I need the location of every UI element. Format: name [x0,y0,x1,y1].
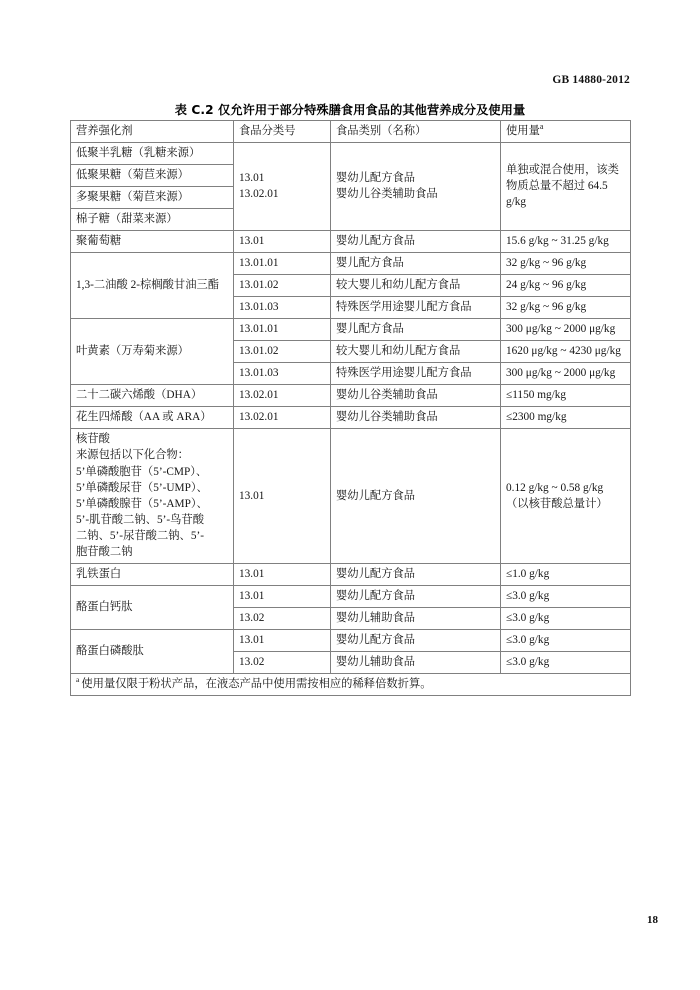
footnote-marker: a [76,675,80,685]
food-category-cell: 较大婴儿和幼儿配方食品 [331,275,501,297]
food-category-cell: 婴幼儿配方食品 [331,585,501,607]
nutrient-cell: 二十二碳六烯酸（DHA） [71,385,234,407]
usage-amount-cell: ≤3.0 g/kg [501,629,631,651]
nutrient-cell: 叶黄素（万寿菊来源） [71,319,234,385]
usage-amount-cell: 1620 μg/kg ~ 4230 μg/kg [501,341,631,363]
usage-amount-cell: ≤1150 mg/kg [501,385,631,407]
nucleotide-line: 来源包括以下化合物： [76,449,189,462]
nutrient-cell: 花生四烯酸（AA 或 ARA） [71,407,234,429]
usage-amount-cell: 单独或混合使用，该类物质总量不超过 64.5 g/kg [501,143,631,231]
food-code-cell: 13.01.01 [234,253,331,275]
table-row [71,385,631,407]
usage-amount-cell: ≤1.0 g/kg [501,563,631,585]
food-category-cell: 婴幼儿配方食品 [331,231,501,253]
food-category-cell: 较大婴儿和幼儿配方食品 [331,341,501,363]
food-code-cell: 13.02.01 [234,407,331,429]
nucleotide-line: 5’单磷酸尿苷（5’-UMP）、 [76,481,208,494]
usage-amount-cell: ≤3.0 g/kg [501,585,631,607]
nutrient-cell: 酪蛋白钙肽 [71,585,234,629]
nutrient-cell: 低聚果糖（菊苣来源） [71,165,234,187]
usage-amount-cell: 300 μg/kg ~ 2000 μg/kg [501,319,631,341]
food-code-cell: 13.01.02 [234,341,331,363]
usage-amount-cell: 24 g/kg ~ 96 g/kg [501,275,631,297]
usage-amount-cell: 32 g/kg ~ 96 g/kg [501,253,631,275]
food-code-cell: 13.01 [234,563,331,585]
food-code-cell: 13.01 [234,585,331,607]
food-code-line: 13.01 [239,172,265,185]
food-code-cell: 13.01.01 [234,319,331,341]
food-code-cell: 13.01 [234,429,331,563]
table-row [71,585,631,607]
usage-amount-cell: ≤3.0 g/kg [501,607,631,629]
nutrient-cell: 乳铁蛋白 [71,563,234,585]
table-row [71,563,631,585]
food-category-cell: 特殊医学用途婴儿配方食品 [331,297,501,319]
usage-amount-cell: 32 g/kg ~ 96 g/kg [501,297,631,319]
table-row [71,429,631,563]
food-code-cell [234,143,331,231]
page-number: 18 [647,914,658,926]
nutrient-cell-nucleotides [71,429,234,563]
header-food-code: 食品分类号 [234,121,331,143]
food-category-cell [331,143,501,231]
nutrient-cell: 多聚果糖（菊苣来源） [71,187,234,209]
header-usage-amount [501,121,631,143]
nucleotide-line: 5’单磷酸腺苷（5’-AMP）、 [76,497,208,510]
footnote-text: 使用量仅限于粉状产品，在液态产品中使用需按相应的稀释倍数折算。 [81,677,432,690]
food-category-line: 婴幼儿谷类辅助食品 [336,188,438,201]
food-category-cell: 婴幼儿配方食品 [331,563,501,585]
food-code-cell: 13.02 [234,607,331,629]
food-category-cell: 婴幼儿谷类辅助食品 [331,385,501,407]
header-usage-amount-label: 使用量 [506,125,540,137]
nutrient-cell: 棉子糖（甜菜来源） [71,209,234,231]
nucleotide-line: 核苷酸 [76,433,110,446]
nutrition-table [70,120,631,696]
food-category-cell: 婴幼儿配方食品 [331,629,501,651]
food-category-cell: 婴儿配方食品 [331,253,501,275]
food-code-line: 13.02.01 [239,188,279,201]
food-code-cell: 13.02.01 [234,385,331,407]
standard-number-header: GB 14880-2012 [552,74,630,86]
table-footnote-row [71,673,631,695]
food-category-cell: 婴儿配方食品 [331,319,501,341]
food-code-cell: 13.01.02 [234,275,331,297]
nucleotide-line: 5’单磷酸胞苷（5’-CMP）、 [76,465,208,478]
nucleotide-line: 胞苷酸二钠 [76,545,133,558]
food-category-cell: 婴幼儿辅助食品 [331,607,501,629]
food-category-cell: 婴幼儿辅助食品 [331,651,501,673]
header-nutrient: 营养强化剂 [71,121,234,143]
table-row [71,143,631,165]
usage-amount-cell: ≤2300 mg/kg [501,407,631,429]
food-category-cell: 特殊医学用途婴儿配方食品 [331,363,501,385]
food-category-line: 婴幼儿配方食品 [336,172,416,185]
nutrient-cell: 低聚半乳糖（乳糖来源） [71,143,234,165]
food-code-cell: 13.01.03 [234,363,331,385]
table-row [71,629,631,651]
nutrient-cell: 酪蛋白磷酸肽 [71,629,234,673]
table-row [71,253,631,275]
nucleotide-line: 5’-肌苷酸二钠、5’-鸟苷酸 [76,513,205,526]
food-code-cell: 13.01 [234,629,331,651]
table-row [71,407,631,429]
usage-amount-cell: 0.12 g/kg ~ 0.58 g/kg（以核苷酸总量计） [501,429,631,563]
table-caption: 表 C.2 仅允许用于部分特殊膳食用食品的其他营养成分及使用量 [174,103,526,117]
usage-amount-cell: 300 μg/kg ~ 2000 μg/kg [501,363,631,385]
table-row [71,231,631,253]
food-code-cell: 13.01.03 [234,297,331,319]
usage-amount-cell: 15.6 g/kg ~ 31.25 g/kg [501,231,631,253]
food-code-cell: 13.02 [234,651,331,673]
food-category-cell: 婴幼儿谷类辅助食品 [331,407,501,429]
header-food-category: 食品类别（名称） [331,121,501,143]
food-code-cell: 13.01 [234,231,331,253]
usage-amount-cell: ≤3.0 g/kg [501,651,631,673]
nutrient-cell: 1,3-二油酸 2-棕榈酸甘油三酯 [71,253,234,319]
food-category-cell: 婴幼儿配方食品 [331,429,501,563]
nucleotide-line: 二钠、5’-尿苷酸二钠、5’- [76,529,205,542]
nutrient-cell: 聚葡萄糖 [71,231,234,253]
footnote-cell [71,673,631,695]
table-row [71,319,631,341]
table-header-row [71,121,631,143]
table-container [70,120,630,696]
header-usage-footnote-marker: a [539,122,544,132]
